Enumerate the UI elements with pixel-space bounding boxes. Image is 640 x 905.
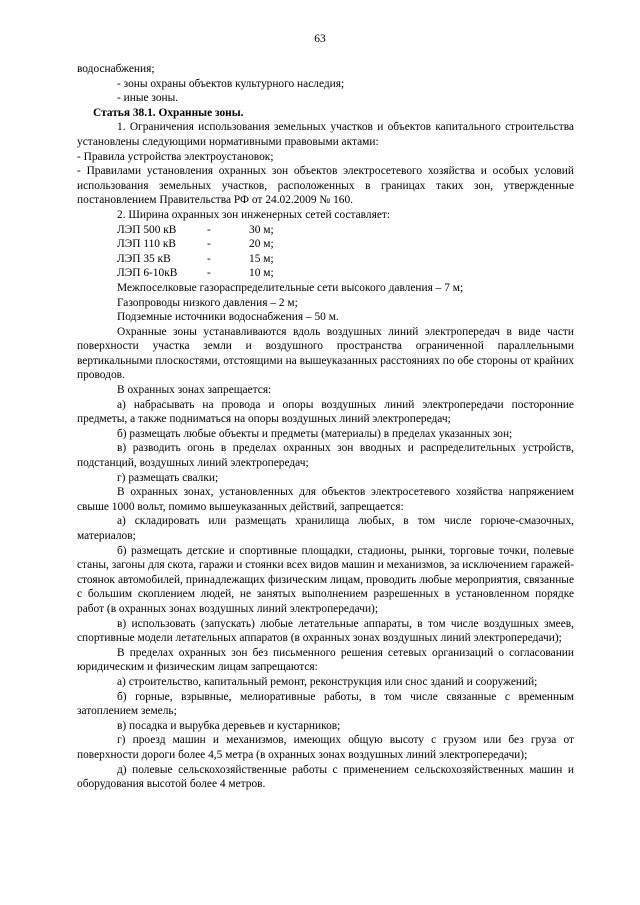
article-heading: Статья 38.1. Охранные зоны. bbox=[93, 106, 244, 119]
page-number: 63 bbox=[314, 33, 326, 45]
dash: - bbox=[207, 267, 211, 280]
text-line: - зоны охраны объектов культурного наследия; bbox=[117, 77, 345, 90]
paragraph: Межпоселковые газораспределительные сети высокого давления – 7 м; bbox=[117, 281, 464, 294]
line-width: 20 м; bbox=[249, 238, 274, 251]
line-width: 15 м; bbox=[249, 252, 274, 265]
paragraph: 1. Ограничения использования земельных участков и объектов капитального строительства установлены следующими нормативными правовыми актами: bbox=[77, 121, 574, 148]
paragraph: д) полевые сельскохозяйственные работы с применением сельскохозяйственных машин и оборудования высотой более 4 метров. bbox=[77, 763, 574, 791]
paragraph: Газопроводы низкого давления – 2 м; bbox=[117, 296, 298, 309]
paragraph: в) разводить огонь в пределах охранных зон вводных и распределительных устройств, подстанций, воздушных линий электропередач; bbox=[77, 442, 574, 470]
line-width: 30 м; bbox=[249, 223, 274, 236]
paragraph: В охранных зонах запрещается: bbox=[117, 384, 272, 397]
paragraph: В охранных зонах, установленных для объектов электросетевого хозяйства напряжением свыше 1000 вольт, помимо вышеуказанных действий, запрещается: bbox=[77, 486, 574, 513]
paragraph: а) строительство, капитальный ремонт, реконструкция или снос зданий и сооружений; bbox=[117, 675, 538, 688]
paragraph: г) размещать свалки; bbox=[117, 471, 219, 484]
dash: - bbox=[207, 223, 211, 236]
width-table-row bbox=[77, 252, 574, 267]
line-name: ЛЭП 110 кВ bbox=[117, 238, 176, 251]
line-name: ЛЭП 35 кВ bbox=[117, 252, 171, 265]
dash: - bbox=[207, 252, 211, 265]
width-table-row bbox=[77, 237, 574, 252]
paragraph: г) проезд машин и механизмов, имеющих общую высоту с грузом или без груза от поверхности дороги более 4,5 метра (в охранных зонах воздушных линий электропередачи); bbox=[77, 734, 574, 761]
line-width: 10 м; bbox=[249, 267, 274, 280]
dash: - bbox=[207, 238, 211, 251]
paragraph: 2. Ширина охранных зон инженерных сетей составляет: bbox=[117, 208, 391, 221]
paragraph: в) использовать (запускать) любые летательные аппараты, в том числе воздушных змеев, спортивные модели летательных аппаратов (в охранных зонах воздушных линий электропередачи); bbox=[77, 617, 574, 645]
line-name: ЛЭП 6-10кВ bbox=[117, 267, 178, 280]
document-body bbox=[77, 62, 574, 792]
line-name: ЛЭП 500 кВ bbox=[117, 223, 177, 236]
paragraph: В пределах охранных зон без письменного решения сетевых организаций о согласовании юридическим и физическим лицам запрещаются: bbox=[77, 646, 574, 674]
paragraph: б) горные, взрывные, мелиоративные работы, в том числе связанные с временным затоплением земель; bbox=[77, 690, 574, 718]
paragraph: а) складировать или размещать хранилища любых, в том числе горюче-смазочных, материалов; bbox=[77, 515, 574, 542]
width-table-row bbox=[77, 266, 574, 281]
paragraph: Подземные источники водоснабжения – 50 м. bbox=[117, 311, 339, 324]
paragraph: - Правила устройства электроустановок; bbox=[77, 150, 274, 163]
paragraph: б) размещать любые объекты и предметы (материалы) в пределах указанных зон; bbox=[117, 427, 513, 440]
paragraph: а) набрасывать на провода и опоры воздушных линий электропередачи посторонние предметы, а также подниматься на опоры воздушных линий электропередач; bbox=[77, 398, 574, 426]
paragraph: в) посадка и вырубка деревьев и кустарников; bbox=[117, 719, 341, 732]
paragraph: - Правилами установления охранных зон объектов электросетевого хозяйства и особых условий использования земельных участков, расположенных в границах таких зон, утвержденные постановлением Правительства РФ от 24.02.2009 № 160. bbox=[77, 165, 574, 207]
text-line: водоснабжения; bbox=[77, 63, 155, 75]
paragraph: б) размещать детские и спортивные площадки, стадионы, рынки, торговые точки, полевые станы, загоны для скота, гаражи и стоянки всех видов машин и механизмов, за исключением гаражей-стоянок автомобилей, принадлежащих физическим лицам, проводить любые мероприятия, связанные с большим скоплением людей, не занятых выполнением разрешенных в установленном порядке работ (в охранных зонах воздушных линий электропередачи); bbox=[77, 544, 574, 615]
paragraph: Охранные зоны устанавливаются вдоль воздушных линий электропередач в виде части поверхности участка земли и воздушного пространства ограниченной параллельными вертикальными плоскостями, отстоящими на вышеуказанных расстояниях по обе стороны от крайних проводов. bbox=[77, 325, 574, 382]
width-table-row bbox=[77, 223, 574, 238]
text-line: - иные зоны. bbox=[117, 92, 179, 105]
